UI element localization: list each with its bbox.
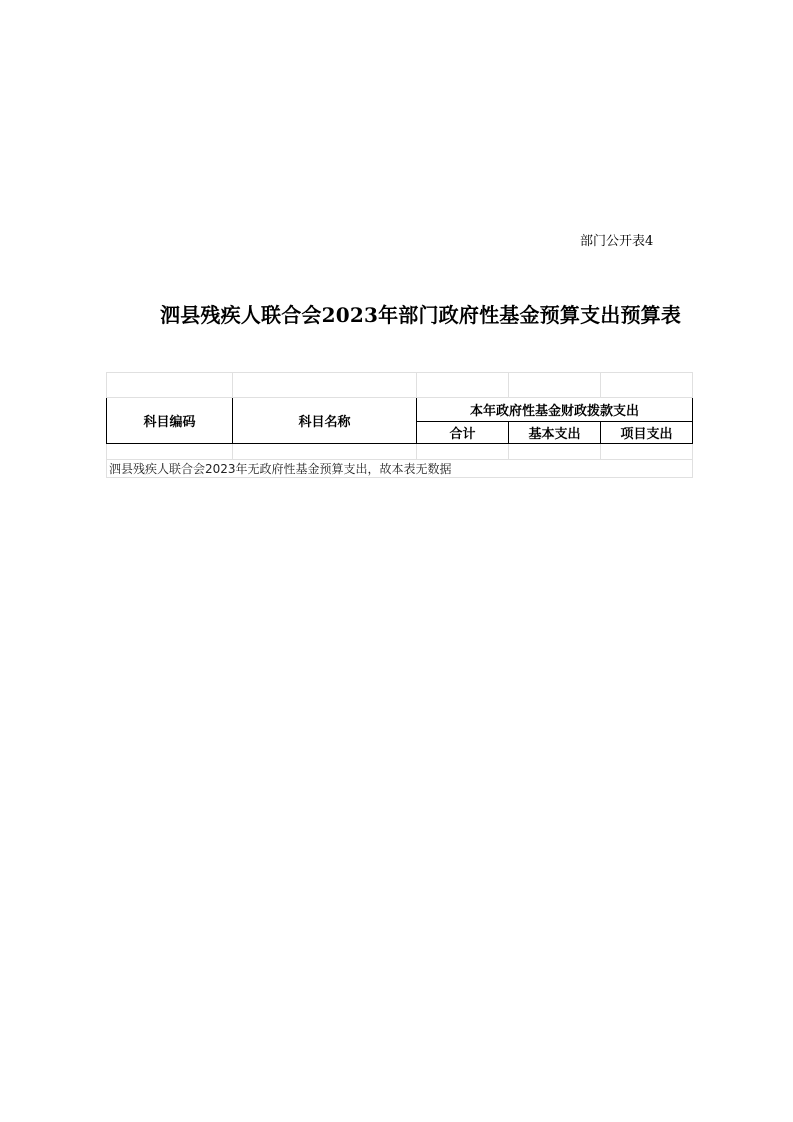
table-row — [107, 373, 693, 398]
table-cell — [417, 444, 509, 460]
document-label: 部门公开表4 — [580, 234, 654, 249]
table-cell — [107, 373, 233, 398]
header-project-expenditure: 项目支出 — [601, 422, 693, 444]
table-row — [107, 444, 693, 460]
table-cell — [107, 444, 233, 460]
header-fund-expenditure: 本年政府性基金财政拨款支出 — [417, 398, 693, 422]
table-cell — [509, 373, 601, 398]
header-total: 合计 — [417, 422, 509, 444]
table-header-row — [107, 398, 693, 422]
table-cell — [233, 373, 417, 398]
table-note-row — [107, 460, 693, 478]
budget-table — [106, 372, 693, 478]
table-cell — [509, 444, 601, 460]
header-subject-name: 科目名称 — [233, 398, 417, 444]
header-basic-expenditure: 基本支出 — [509, 422, 601, 444]
budget-table-container — [106, 372, 692, 478]
table-cell — [417, 373, 509, 398]
header-subject-code: 科目编码 — [107, 398, 233, 444]
table-note: 泗县残疾人联合会2023年无政府性基金预算支出，故本表无数据 — [107, 460, 693, 478]
table-cell — [601, 444, 693, 460]
table-cell — [601, 373, 693, 398]
page-title: 泗县残疾人联合会2023年部门政府性基金预算支出预算表 — [160, 303, 682, 327]
table-cell — [233, 444, 417, 460]
